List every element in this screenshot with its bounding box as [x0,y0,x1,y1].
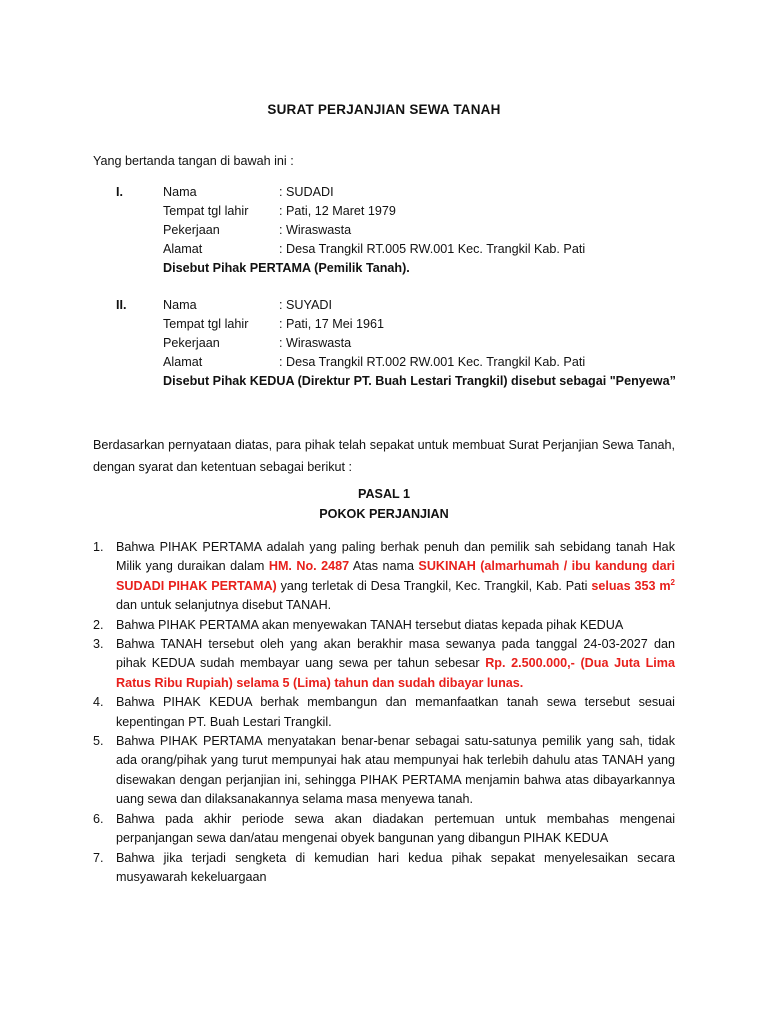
field-value: : Wiraswasta [279,336,352,350]
clause-item [93,732,675,810]
article-heading: POKOK PERJANJIAN [319,507,449,521]
clause-number: 7. [93,850,104,865]
clause-text: Bahwa jika terjadi sengketa di kemudian hari kedua pihak sepakat menyelesaikan secara musyawarah kekeluargaan [116,850,675,884]
clause-text: Bahwa PIHAK PERTAMA akan menyewakan TANAH tersebut diatas kepada pihak KEDUA [116,617,624,632]
field-value: : Desa Trangkil RT.002 RW.001 Kec. Trangkil Kab. Pati [279,355,586,369]
agreement-paragraph: Berdasarkan pernyataan diatas, para pihak telah sepakat untuk membuat Surat Perjanjian Sewa Tanah, dengan syarat dan ketentuan sebagai berikut : [93,438,675,474]
field-value: : Wiraswasta [279,223,352,237]
clause-text: Bahwa PIHAK PERTAMA adalah yang paling berhak penuh dan pemilik sah sebidang tanah Hak Milik yang duraikan dalam [116,540,675,574]
clause-list [93,538,675,887]
field-label: Alamat [163,355,203,369]
clause-number: 5. [93,734,104,749]
clause-number: 2. [93,617,104,632]
clause-number: 1. [93,540,104,554]
field-label: Nama [163,185,197,199]
clause-number: 6. [93,811,104,826]
field-value: : Desa Trangkil RT.005 RW.001 Kec. Trangkil Kab. Pati [279,242,586,256]
clause-item [93,616,675,635]
document-title: SURAT PERJANJIAN SEWA TANAH [267,102,501,117]
clause-item [93,810,675,849]
article-header [0,484,768,524]
clause-text: dan untuk selanjutnya disebut TANAH. [116,598,332,613]
party-designation: Disebut Pihak PERTAMA (Pemilik Tanah). [163,261,410,275]
clause-highlight: HM. No. 2487 [268,559,350,574]
clause-text: Bahwa pada akhir periode sewa akan diadakan pertemuan untuk membahas mengenai perpanjangan sewa dan/atau mengenai obyek bangunan yang dibangun PIHAK KEDUA [116,811,675,846]
clause-item [93,693,675,732]
field-value: : SUDADI [279,185,334,199]
clause-text: yang terletak di Desa Trangkil, Kec. Trangkil, Kab. Pati [276,578,592,593]
clause-text: Bahwa TANAH tersebut oleh yang akan berakhir masa sewanya pada tanggal 24-03-2027 dan pihak KEDUA sudah membayar uang sewa per tahun sebesar [116,637,675,671]
clause-item [93,538,675,616]
field-label: Pekerjaan [163,223,220,237]
party-numeral: II. [116,298,127,312]
intro-line: Yang bertanda tangan di bawah ini : [93,154,294,168]
field-label: Tempat tgl lahir [163,317,249,331]
field-label: Pekerjaan [163,336,220,350]
party-numeral: I. [116,185,123,199]
clause-highlight: seluas 353 m [591,578,671,593]
article-number: PASAL 1 [357,487,411,501]
field-value: : Pati, 12 Maret 1979 [279,204,396,218]
field-value: : Pati, 17 Mei 1961 [279,317,385,331]
clause-item [93,849,675,888]
field-label: Tempat tgl lahir [163,204,249,218]
clause-text: Atas nama [349,559,419,574]
clause-number: 4. [93,695,104,710]
field-value: : SUYADI [279,298,332,312]
party-designation: Disebut Pihak KEDUA (Direktur PT. Buah Lestari Trangkil) disebut sebagai "Penyewa” [163,374,676,388]
clause-highlight: Rp. 2.500.000,- (Dua Juta Lima Ratus Ribu Rupiah) selama 5 (Lima) tahun dan sudah dibayar lunas. [116,656,675,690]
field-label: Nama [163,298,197,312]
clause-number: 3. [93,637,104,652]
clause-text: Bahwa PIHAK KEDUA berhak membangun dan memanfaatkan tanah sewa tersebut sesuai kepentingan PT. Buah Lestari Trangkil. [116,695,675,729]
clause-highlight: SUKINAH (almarhumah / ibu kandung dari SUDADI PIHAK PERTAMA) [116,559,675,593]
clause-item [93,635,675,693]
field-label: Alamat [163,242,203,256]
clause-highlight: 2 [670,577,675,587]
clause-text: Bahwa PIHAK PERTAMA menyatakan benar-benar sebagai satu-satunya pemilik yang sah, tidak ada orang/pihak yang turut mempunyai hak atau mempunyai hak terlebih dahulu atas TANAH yang disewakan dengan perjanjian ini, sehingga PIHAK PERTAMA menjamin bahwa atas dibayarkannya uang sewa dan dilaksanakannya selama masa menyewa tanah. [116,734,675,807]
